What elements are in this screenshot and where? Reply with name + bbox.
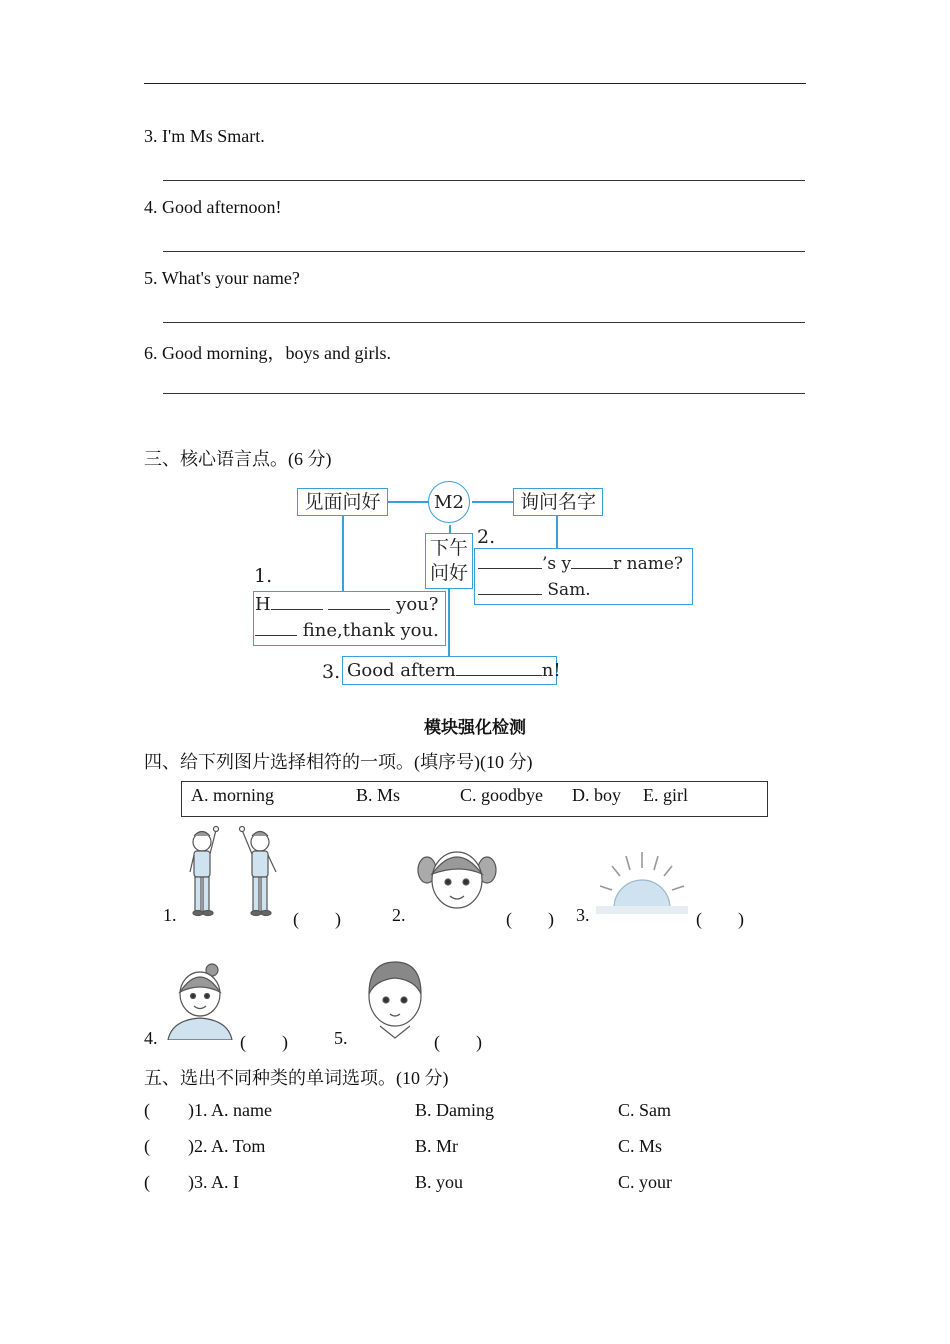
topic-afternoon: 下午 问好 (425, 533, 473, 589)
answer-line[interactable] (163, 251, 805, 252)
item-4 (144, 197, 281, 218)
option-b: B. you (415, 1172, 464, 1192)
answer-paren[interactable]: ( (144, 1100, 150, 1120)
pic5-number: 5. (334, 1028, 348, 1048)
option-c: C. goodbye (460, 785, 543, 805)
item-text: Good afternoon! (162, 197, 282, 217)
option-b: B. Ms (356, 785, 401, 805)
connector-down-right (556, 515, 558, 548)
center-label: M2 (434, 492, 464, 513)
section4-heading: 四、给下列图片选择相符的一项。(填序号)(10 分) (144, 752, 533, 772)
connector-left (388, 501, 428, 503)
box2-line2: Sam. (478, 578, 591, 600)
box1-line1: H you? (255, 594, 439, 615)
pic2-number: 2. (392, 905, 406, 925)
option-e: E. girl (643, 785, 688, 805)
girl-face-picture (412, 842, 500, 914)
blank[interactable] (271, 593, 323, 610)
option-c: C. Ms (618, 1136, 663, 1156)
option-c: C. your (618, 1172, 672, 1192)
blank[interactable] (255, 619, 297, 636)
blank[interactable] (456, 659, 542, 676)
option-c: C. Sam (618, 1100, 672, 1120)
box3-number: 3. (322, 661, 341, 683)
woman-picture (162, 962, 236, 1040)
box2-line1: ’s y r name? (478, 552, 683, 574)
answer-line[interactable] (163, 393, 805, 394)
answer-paren-5[interactable]: ( ) (434, 1032, 482, 1052)
item-text: I'm Ms Smart. (162, 126, 265, 146)
pic3-number: 3. (576, 905, 590, 925)
answer-paren[interactable]: ( (144, 1136, 150, 1156)
answer-paren-4[interactable]: ( ) (240, 1032, 288, 1052)
answer-paren-3[interactable]: ( ) (696, 909, 744, 929)
option-a: A. morning (191, 785, 274, 805)
item-number: 3. (144, 126, 158, 146)
answer-line[interactable] (163, 180, 805, 181)
center-circle (428, 481, 470, 523)
connector-right (472, 501, 514, 503)
rising-sun-picture (596, 848, 688, 918)
section5-heading: 五、选出不同种类的单词选项。(10 分) (144, 1068, 449, 1088)
box1-line2: fine,thank you. (255, 619, 439, 641)
connector-to-box3 (448, 588, 450, 658)
item-text: What's your name? (161, 268, 300, 288)
option-d: D. boy (572, 785, 621, 805)
pic4-number: 4. (144, 1028, 158, 1048)
connector-down-left (342, 515, 344, 593)
question-option-a: )2. A. Tom (188, 1136, 266, 1156)
item-text: Good morning，boys and girls. (162, 343, 391, 363)
section3-heading: 三、核心语言点。(6 分) (144, 449, 332, 469)
answer-paren[interactable]: ( (144, 1172, 150, 1192)
blank[interactable] (571, 552, 613, 569)
item-number: 5. (144, 268, 158, 288)
two-boys-picture (180, 820, 288, 918)
question-option-a: )3. A. I (188, 1172, 239, 1192)
box1 (253, 591, 446, 646)
option-b: B. Daming (415, 1100, 494, 1120)
box2 (474, 548, 693, 605)
item-5 (144, 268, 300, 289)
options-box (181, 781, 768, 817)
module-title: 模块强化检测 (424, 718, 526, 738)
box2-number: 2. (477, 526, 496, 548)
question-option-a: )1. A. name (188, 1100, 272, 1120)
blank[interactable] (478, 578, 542, 595)
item-3 (144, 126, 265, 147)
top-answer-line (144, 83, 806, 84)
option-b: B. Mr (415, 1136, 459, 1156)
box3-line: Good aftern n! (347, 660, 561, 681)
answer-paren-1[interactable]: ( ) (293, 909, 341, 929)
box3 (342, 656, 561, 685)
box1-number: 1. (254, 565, 273, 587)
blank[interactable] (478, 552, 542, 569)
item-6 (144, 339, 391, 365)
item-number: 6. (144, 343, 158, 363)
boy-face-picture (360, 960, 430, 1040)
pic1-number: 1. (163, 905, 177, 925)
topic-ask-name: 询问名字 (513, 488, 603, 516)
blank[interactable] (328, 593, 390, 610)
answer-paren-2[interactable]: ( ) (506, 909, 554, 929)
answer-line[interactable] (163, 322, 805, 323)
item-number: 4. (144, 197, 158, 217)
topic-greeting: 见面问好 (297, 488, 388, 516)
